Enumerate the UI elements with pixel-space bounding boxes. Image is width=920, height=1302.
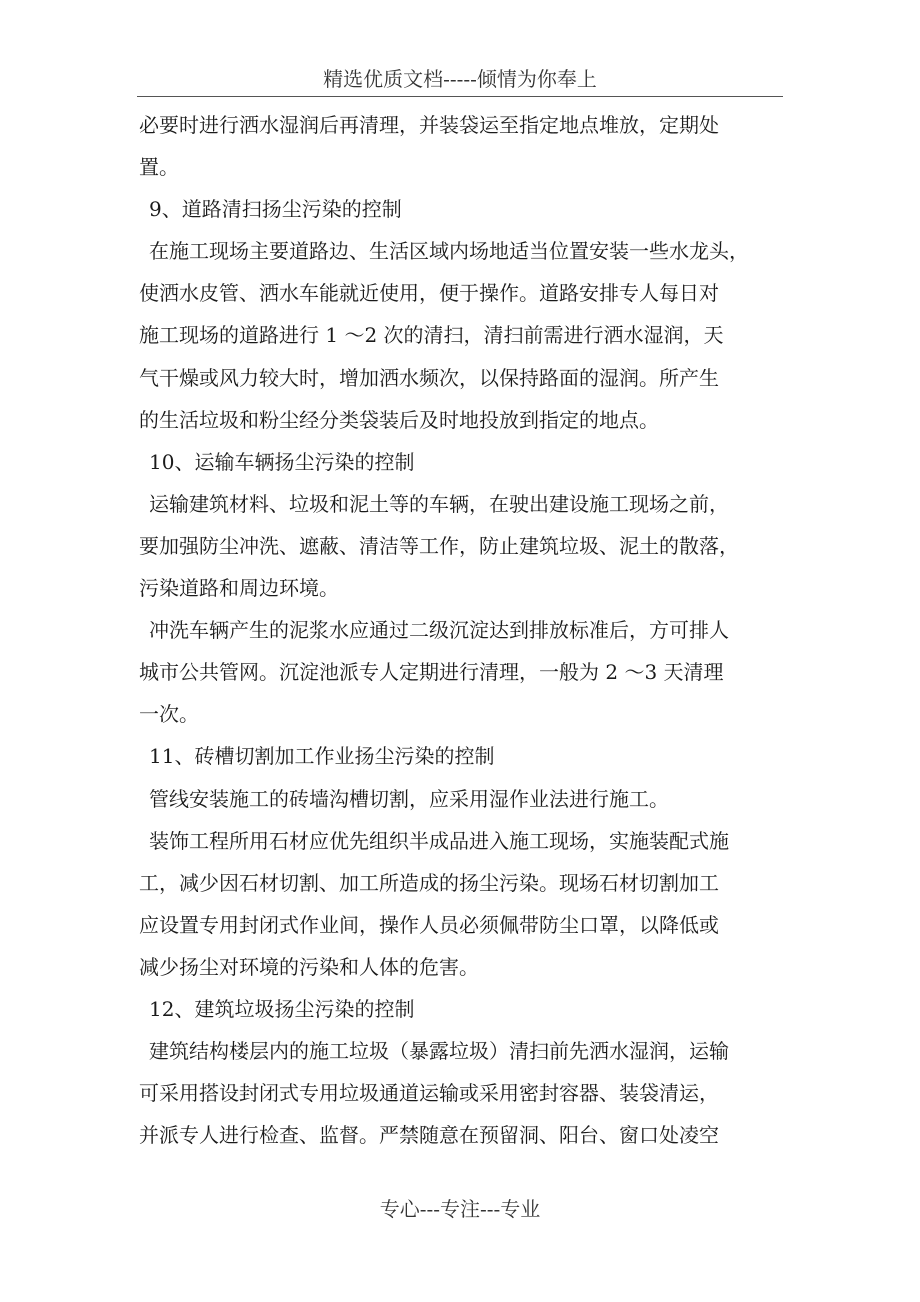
text-line: 可采用搭设封闭式专用垃圾通道运输或采用密封容器、装袋清运， (139, 1081, 719, 1106)
page-footer: 专心---专注---专业 (379, 1197, 541, 1221)
text-line: 管线安装施工的砖墙沟槽切割，应采用湿作业法进行施工。 (149, 786, 669, 811)
text-line: 应设置专用封闭式作业间，操作人员必须佩带防尘口罩，以降低或 (139, 912, 719, 937)
section-heading: 10、运输车辆扬尘污染的控制 (149, 449, 415, 474)
text-line: 污染道路和周边环境。 (139, 576, 339, 601)
text-line: 使洒水皮管、洒水车能就近使用，便于操作。道路安排专人每日对 (139, 281, 719, 306)
text-line: 必要时进行洒水湿润后再清理，并装袋运至指定地点堆放，定期处 (139, 113, 719, 137)
text-line: 建筑结构楼层内的施工垃圾（暴露垃圾）清扫前先洒水湿润，运输 (149, 1039, 729, 1064)
text-line: 置。 (139, 155, 179, 180)
text-line: 减少扬尘对环境的污染和人体的危害。 (139, 954, 479, 979)
text-line: 工，减少因石材切割、加工所造成的扬尘污染。现场石材切割加工 (139, 870, 719, 895)
text-line: 气干燥或风力较大时，增加洒水频次，以保持路面的湿润。所产生 (139, 365, 719, 390)
text-line: 要加强防尘冲洗、遮蔽、清洁等工作，防止建筑垃圾、泥土的散落， (139, 533, 739, 558)
text-line: 城市公共管网。沉淀池派专人定期进行清理，一般为 2 ～3 天清理 (139, 660, 724, 685)
document-body (139, 104, 789, 1156)
text-line: 运输建筑材料、垃圾和泥土等的车辆，在驶出建设施工现场之前， (149, 491, 729, 516)
page-header: 精选优质文档-----倾情为你奉上 (137, 62, 783, 97)
section-heading: 11、砖槽切割加工作业扬尘污染的控制 (149, 744, 495, 769)
section-heading: 12、建筑垃圾扬尘污染的控制 (149, 996, 415, 1021)
text-line: 冲洗车辆产生的泥浆水应通过二级沉淀达到排放标准后，方可排人 (149, 618, 729, 643)
text-line: 在施工现场主要道路边、生活区域内场地适当位置安装一些水龙头， (149, 239, 749, 264)
text-line: 并派专人进行检查、监督。严禁随意在预留洞、阳台、窗口处凌空 (139, 1123, 719, 1148)
text-line: 一次。 (139, 702, 199, 727)
text-line: 的生活垃圾和粉尘经分类袋装后及时地投放到指定的地点。 (139, 407, 659, 432)
text-line: 施工现场的道路进行 1 ～2 次的清扫，清扫前需进行洒水湿润，天 (139, 323, 724, 348)
text-line: 装饰工程所用石材应优先组织半成品进入施工现场，实施装配式施 (149, 828, 729, 853)
section-heading: 9、道路清扫扬尘污染的控制 (149, 197, 402, 222)
